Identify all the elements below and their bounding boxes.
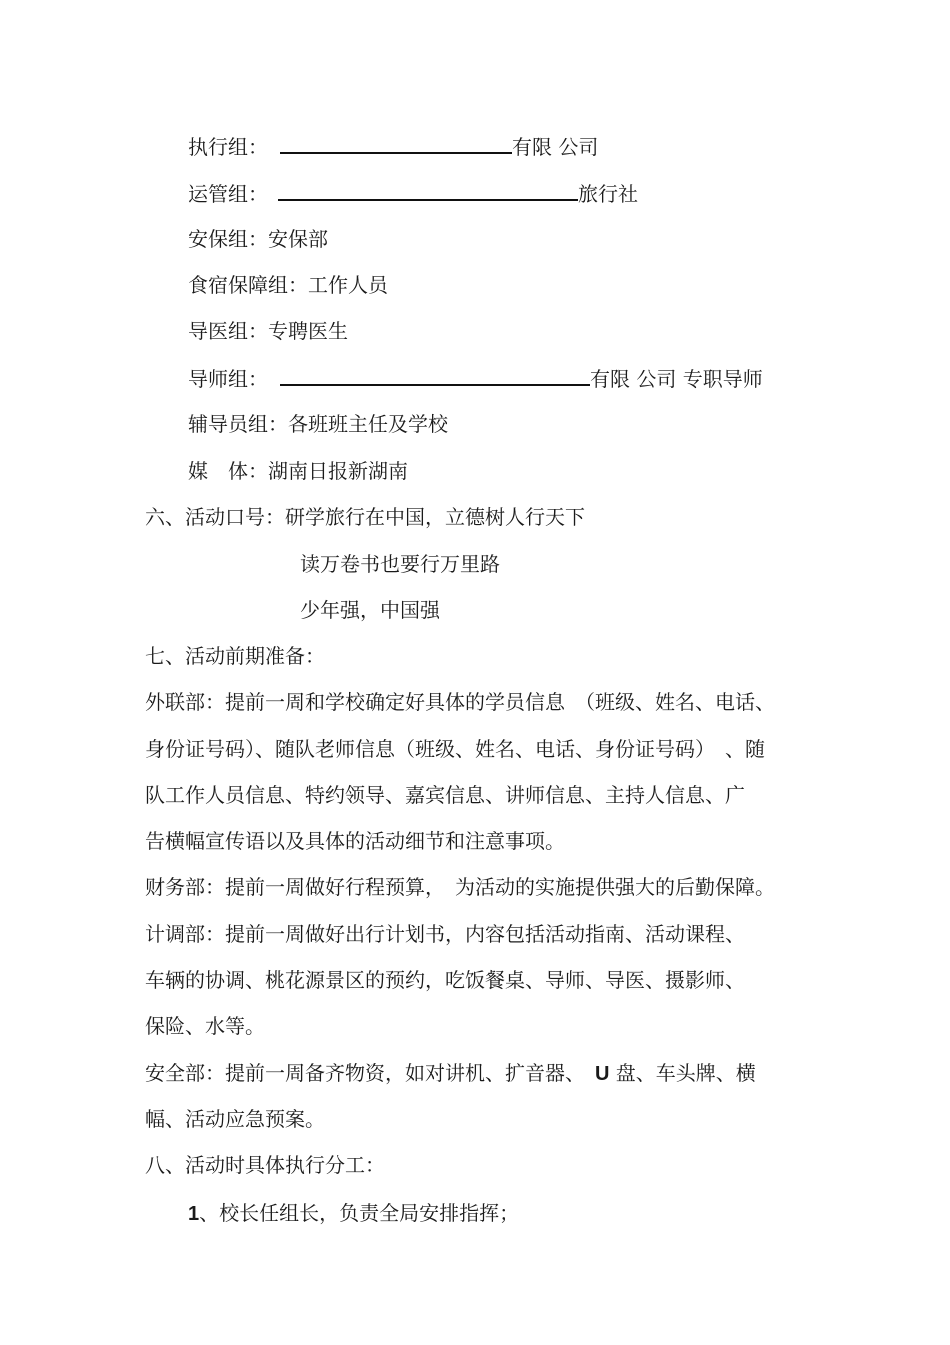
item-1-number: 1 xyxy=(188,1203,200,1225)
liaison-line-3: 队工作人员信息、特约领导、嘉宾信息、讲师信息、主持人信息、广 xyxy=(145,783,745,807)
line-medical-group: 导医组：专聘医生 xyxy=(188,319,348,343)
item-1-text: 、校长任组长，负责全局安排指挥； xyxy=(199,1201,520,1225)
line-security-group: 安保组：安保部 xyxy=(188,227,328,251)
safety-line-2: 幅、活动应急预案。 xyxy=(145,1107,325,1131)
line-counselor-group: 辅导员组：各班班主任及学校 xyxy=(188,412,448,436)
safety-text-a: 安全部：提前一周备齐物资，如对讲机、扩音器、 xyxy=(145,1061,595,1085)
planning-line-1: 计调部：提前一周做好出行计划书，内容包括活动指南、活动课程、 xyxy=(145,922,745,946)
line-ops-group xyxy=(188,181,638,206)
liaison-line-4: 告横幅宣传语以及具体的活动细节和注意事项。 xyxy=(145,829,565,853)
liaison-line-2: 身份证号码）、随队老师信息（班级、姓名、电话、身份证号码） 、随 xyxy=(145,737,765,761)
planning-line-2: 车辆的协调、桃花源景区的预约，吃饭餐桌、导师、导医、摄影师、 xyxy=(145,968,745,992)
line-mentor-group xyxy=(188,366,763,391)
line-media-group xyxy=(188,459,408,483)
safety-text-u: U xyxy=(595,1063,610,1085)
finance-line: 财务部：提前一周做好行程预算， 为活动的实施提供强大的后勤保障。 xyxy=(145,875,775,899)
safety-text-c: 盘、车头牌、横 xyxy=(609,1061,756,1085)
slogan-line-2: 读万卷书也要行万里路 xyxy=(300,552,500,576)
line-food-group: 食宿保障组：工作人员 xyxy=(188,273,388,297)
ops-group-suffix: 旅行社 xyxy=(578,182,638,206)
safety-line-1 xyxy=(145,1061,756,1086)
mentor-group-label: 导师组： xyxy=(188,367,268,391)
exec-division-heading: 八、活动时具体执行分工： xyxy=(145,1153,385,1177)
exec-group-blank xyxy=(280,134,512,154)
mentor-group-suffix: 有限 公司 专职导师 xyxy=(590,367,763,391)
mentor-group-blank xyxy=(280,366,590,386)
exec-division-item-1 xyxy=(188,1201,519,1226)
exec-group-suffix: 有限 公司 xyxy=(512,135,599,159)
planning-line-3: 保险、水等。 xyxy=(145,1014,265,1038)
media-value: 湖南日报新湖南 xyxy=(268,459,408,483)
exec-group-label: 执行组： xyxy=(188,135,268,159)
prep-heading: 七、活动前期准备： xyxy=(145,644,325,668)
slogan-line-3: 少年强，中国强 xyxy=(300,598,440,622)
ops-group-blank xyxy=(278,181,578,201)
ops-group-label: 运管组： xyxy=(188,182,268,206)
media-label: 媒 体： xyxy=(188,459,268,483)
line-exec-group xyxy=(188,134,598,159)
slogan-heading: 六、活动口号：研学旅行在中国，立德树人行天下 xyxy=(145,505,585,529)
liaison-line-1: 外联部：提前一周和学校确定好具体的学员信息 （班级、姓名、电话、 xyxy=(145,690,775,714)
